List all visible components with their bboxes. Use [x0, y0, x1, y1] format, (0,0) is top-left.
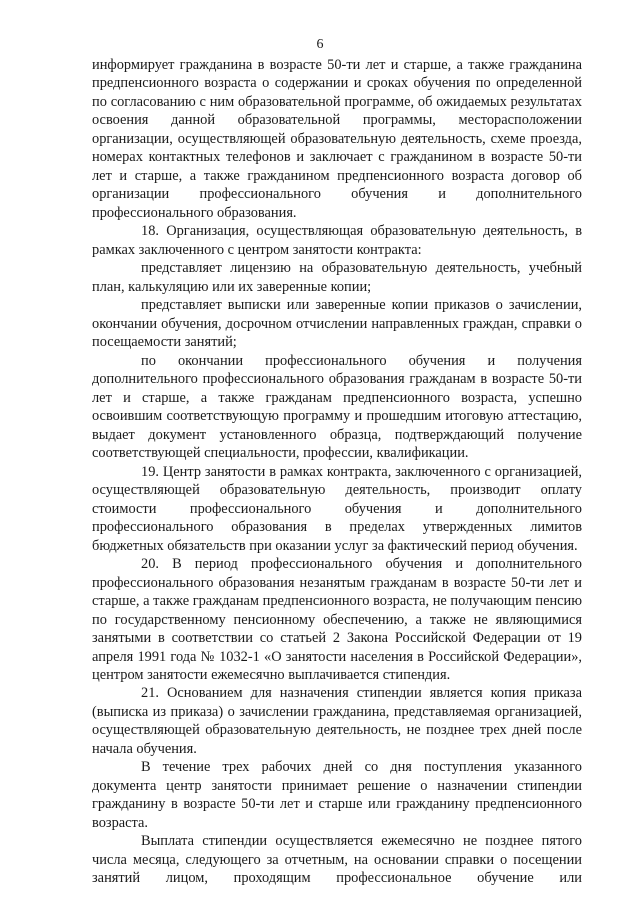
paragraph: информирует гражданина в возрасте 50-ти лет и старше, а также гражданина предпенсионного возраста о содержании и сроках обучения по определенной по согласованию с ним образовательной программе, об ожидаемых результатах освоения данной образовательной программы, месторасположении организации, осуществляющей образовательную деятельность, схеме проезда, номерах контактных телефонов и заключает с гражданином в возрасте 50-ти лет и старше, а также гражданином предпенсионного возраста договор об организации профессионального обучения и дополнительного профессионального образования. — [92, 57, 582, 221]
paragraph: 20. В период профессионального обучения и дополнительного профессионального образования незанятым гражданам в возрасте 50-ти лет и старше, а также гражданам предпенсионного возраста, не получающим пенсию по государственному пенсионному обеспечению, а также не являющимися занятыми в соответствии со статьей 2 Закона Российской Федерации от 19 апреля 1991 года № 1032-1 «О занятости населения в Российской Федерации», центром занятости ежемесячно выплачивается стипендия. — [92, 556, 582, 683]
paragraph: по окончании профессионального обучения и получения дополнительного профессионального образования гражданам в возрасте 50-ти лет и старше, а также гражданам предпенсионного возраста, успешно освоившим соответствующую программу и прошедшим итоговую аттестацию, выдает документ установленного образца, подтверждающий получение соответствующей специальности, профессии, квалификации. — [92, 352, 582, 462]
paragraph: В течение трех рабочих дней со дня поступления указанного документа центр занятости принимает решение о назначении стипендии гражданину в возрасте 50-ти лет и старше или гражданину предпенсионного возраста. — [92, 759, 582, 831]
page-number: 6 — [316, 37, 324, 52]
paragraph: Выплата стипендии осуществляется ежемесячно не позднее пятого числа месяца, следующего за отчетным, на основании справки о посещении занятий лицом, проходящим профессиональное обучение или — [92, 833, 582, 887]
paragraph: представляет лицензию на образовательную деятельность, учебный план, калькуляцию или их заверенные копии; — [92, 260, 582, 295]
paragraph: 21. Основанием для назначения стипендии является копия приказа (выписка из приказа) о зачислении гражданина, представляемая организацией, осуществляющей образовательную деятельность, не позднее трех дней после начала обучения. — [92, 685, 582, 757]
paragraph: 19. Центр занятости в рамках контракта, заключенного с организацией, осуществляющей образовательную деятельность, производит оплату стоимости профессионального обучения и дополнительного профессионального образования в пределах утвержденных лимитов бюджетных обязательств при оказании услуг за фактический период обучения. — [92, 463, 582, 554]
paragraph: 18. Организация, осуществляющая образовательную деятельность, в рамках заключенного с центром занятости контракта: — [92, 223, 582, 258]
paragraph: представляет выписки или заверенные копии приказов о зачислении, окончании обучения, досрочном отчислении направленных граждан, справки о посещаемости занятий; — [92, 297, 582, 351]
document-body — [92, 56, 582, 888]
